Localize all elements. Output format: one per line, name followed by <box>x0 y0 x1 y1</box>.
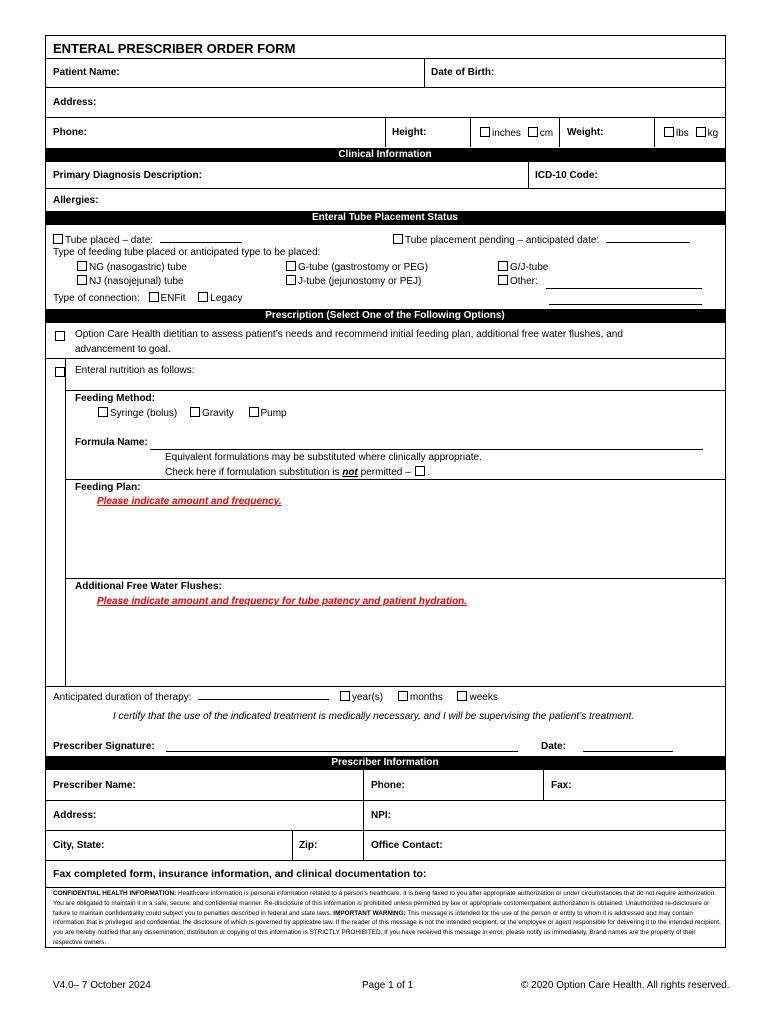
substitution-checkbox[interactable] <box>415 466 425 476</box>
tube-pending-date-field[interactable] <box>606 232 690 243</box>
duration-label: Anticipated duration of therapy: <box>53 692 192 703</box>
prescriber-address-field[interactable] <box>100 802 355 828</box>
signature-field[interactable] <box>166 751 518 752</box>
dob-label: Date of Birth: <box>431 67 495 78</box>
tube-placed-row <box>53 232 242 246</box>
syringe-label: Syringe (bolus) <box>110 408 178 419</box>
signature-date-label: Date: <box>541 741 567 752</box>
substitution-row: Check here if formulation substitution is not permitted – . <box>165 467 431 478</box>
legacy-checkbox[interactable] <box>198 292 208 302</box>
cm-label: cm <box>539 128 554 139</box>
nj-label: NJ (nasojejunal) tube <box>89 276 184 287</box>
substitution-suffix: permitted – <box>360 467 411 478</box>
height-label: Height: <box>392 127 427 138</box>
weight-label: Weight: <box>567 127 604 138</box>
patient-address-field[interactable] <box>100 89 720 115</box>
water-flush-label: Additional Free Water Flushes: <box>75 581 222 592</box>
cm-checkbox[interactable] <box>528 127 538 137</box>
tube-pending-label: Tube placement pending – anticipated date: <box>405 235 600 246</box>
tube-type-question: Type of feeding tube placed or anticipated type to be placed: <box>53 247 321 258</box>
dob-field[interactable] <box>500 60 720 86</box>
fax-instruction: Fax completed form, insurance information, and clinical documentation to: <box>53 868 427 880</box>
feeding-plan-field[interactable] <box>75 510 715 574</box>
clinical-header: Clinical Information <box>45 148 725 162</box>
npi-label: NPI: <box>371 810 391 821</box>
icd-label: ICD-10 Code: <box>535 170 598 181</box>
j-tube-checkbox[interactable] <box>286 275 296 285</box>
height-field[interactable] <box>432 119 468 145</box>
allergies-label: Allergies: <box>53 195 99 206</box>
city-state-label: City, State: <box>53 840 105 851</box>
patient-name-label: Patient Name: <box>53 67 120 78</box>
prescriber-phone-label: Phone: <box>371 780 405 791</box>
tube-placed-date-field[interactable] <box>160 232 242 243</box>
prescriber-address-label: Address: <box>53 810 97 821</box>
height-units <box>480 127 553 139</box>
patient-phone-label: Phone: <box>53 127 87 138</box>
other-field-1[interactable] <box>546 288 702 289</box>
connection-row <box>53 292 243 304</box>
diagnosis-field[interactable] <box>200 163 525 187</box>
feeding-method-label: Feeding Method: <box>75 393 155 404</box>
kg-label: kg <box>707 128 719 139</box>
feeding-method-options <box>98 407 287 419</box>
nj-checkbox[interactable] <box>77 275 87 285</box>
water-flush-note: Please indicate amount and frequency for tube patency and patient hydration. <box>97 596 468 607</box>
g-tube-checkbox[interactable] <box>286 261 296 271</box>
zip-field[interactable] <box>322 832 358 858</box>
weeks-label: weeks <box>469 692 498 703</box>
pump-label: Pump <box>260 408 287 419</box>
diagnosis-label: Primary Diagnosis Description: <box>53 170 202 181</box>
g-tube-option <box>286 261 428 273</box>
nj-option <box>77 275 184 287</box>
kg-checkbox[interactable] <box>696 127 706 137</box>
prescriber-header: Prescriber Information <box>45 756 725 770</box>
enfit-label: ENFit <box>160 293 186 304</box>
lbs-label: lbs <box>676 128 689 139</box>
icd-field[interactable] <box>600 163 720 187</box>
feeding-plan-note: Please indicate amount and frequency. <box>97 496 282 507</box>
confidential-body-1: Healthcare information is personal information related to a person’s healthcare. It is being faxed to you after appropriate authorization or under circumstances that do not require authorization. You are obligated to maintain it in a safe, secure, and confidential manner. Re-disclosure of this information is prohibited unless permitted by law or appropriate customer/patient authorization is obtained. Unauthorized re-disclosure or failure to maintain confidentiality could subject you to penalties described in federal and state laws. <box>53 890 717 917</box>
other-label: Other: <box>510 276 538 287</box>
weeks-checkbox[interactable] <box>457 691 467 701</box>
allergies-field[interactable] <box>100 190 720 210</box>
years-label: year(s) <box>352 692 384 703</box>
other-option <box>498 275 538 287</box>
inches-checkbox[interactable] <box>480 127 490 137</box>
office-contact-field[interactable] <box>448 832 720 858</box>
option1-text-line1: Option Care Health dietitian to assess patient’s needs and recommend initial feeding plan, additional free water flushes, and <box>75 329 623 340</box>
prescriber-fax-field[interactable] <box>575 772 720 798</box>
months-label: months <box>409 692 443 703</box>
prescriber-name-label: Prescriber Name: <box>53 780 136 791</box>
j-tube-option <box>286 275 421 287</box>
form-title: ENTERAL PRESCRIBER ORDER FORM <box>53 41 296 56</box>
option2-checkbox[interactable] <box>55 367 65 377</box>
prescriber-phone-field[interactable] <box>410 772 540 798</box>
footer-copyright: © 2020 Option Care Health. All rights reserved. <box>521 980 730 991</box>
weight-field[interactable] <box>607 119 652 145</box>
signature-date-field[interactable] <box>583 751 673 752</box>
prescriber-fax-label: Fax: <box>551 780 572 791</box>
footer-page: Page 1 of 1 <box>362 980 414 991</box>
feeding-plan-label: Feeding Plan: <box>75 482 141 493</box>
formula-name-label: Formula Name: <box>75 437 148 448</box>
months-checkbox[interactable] <box>398 691 408 701</box>
legacy-label: Legacy <box>210 293 243 304</box>
option1-text-line2: advancement to goal. <box>75 344 171 355</box>
city-state-field[interactable] <box>115 832 287 858</box>
duration-row <box>53 689 498 703</box>
syringe-checkbox[interactable] <box>98 407 108 417</box>
ng-checkbox[interactable] <box>77 261 87 271</box>
certify-statement: I certify that the use of the indicated treatment is medically necessary, and I will be supervising the patient’s treatment. <box>113 711 635 722</box>
patient-phone-field[interactable] <box>95 119 380 145</box>
tube-placed-label: Tube placed – date: <box>65 235 154 246</box>
zip-label: Zip: <box>299 840 318 851</box>
ng-label: NG (nasogastric) tube <box>89 262 187 273</box>
enfit-checkbox[interactable] <box>149 292 159 302</box>
gj-tube-checkbox[interactable] <box>498 261 508 271</box>
gravity-checkbox[interactable] <box>190 407 200 417</box>
water-flush-field[interactable] <box>75 610 715 680</box>
gravity-label: Gravity <box>202 408 234 419</box>
other-checkbox[interactable] <box>498 275 508 285</box>
footer-version: V4.0– 7 October 2024 <box>53 980 151 991</box>
confidential-heading: CONFIDENTIAL HEALTH INFORMATION: <box>53 890 177 897</box>
tube-pending-row <box>393 232 690 246</box>
tube-header: Enteral Tube Placement Status <box>45 211 725 225</box>
pump-checkbox[interactable] <box>249 407 259 417</box>
npi-field[interactable] <box>400 802 720 828</box>
weight-units <box>664 127 718 139</box>
office-contact-label: Office Contact: <box>371 840 443 851</box>
formula-name-field[interactable] <box>150 449 703 450</box>
years-checkbox[interactable] <box>340 691 350 701</box>
patient-name-field[interactable] <box>120 60 420 86</box>
inches-label: inches <box>492 128 521 139</box>
patient-address-label: Address: <box>53 97 97 108</box>
warning-heading: IMPORTANT WARNING: <box>333 909 406 917</box>
other-field-2[interactable] <box>549 304 702 305</box>
prescriber-name-field[interactable] <box>140 772 355 798</box>
j-tube-label: J-tube (jejunostomy or PEJ) <box>298 276 422 287</box>
tube-pending-checkbox[interactable] <box>393 234 403 244</box>
lbs-checkbox[interactable] <box>664 127 674 137</box>
confidential-notice <box>53 889 721 948</box>
gj-tube-label: G/J-tube <box>510 262 549 273</box>
g-tube-label: G-tube (gastrostomy or PEG) <box>298 262 429 273</box>
option1-checkbox[interactable] <box>55 331 65 341</box>
confidential-body-2: This message is intended for the use of the person or entity to whom it is addressed and may contain information that is privileged and confidential, the disclosure of which is governed by applicable law. If the reader of this message is not the intended recipient, or the employee or agent responsible for delivering it to the intended recipient, you are hereby notified that any dissemination, distribution or copying of this information is STRICTLY PROHIBITED. If you have received this message in error, please notify us immediately. Brand names are the property of their respective owners. <box>53 909 721 946</box>
duration-field[interactable] <box>198 689 329 700</box>
substitution-not: not <box>342 467 358 478</box>
tube-placed-checkbox[interactable] <box>53 234 63 244</box>
prescription-header: Prescription (Select One of the Following Options) <box>45 309 725 323</box>
signature-label: Prescriber Signature: <box>53 741 155 752</box>
equivalent-note: Equivalent formulations may be substituted where clinically appropriate. <box>165 452 482 463</box>
substitution-prefix: Check here if formulation substitution is <box>165 467 340 478</box>
option2-text: Enteral nutrition as follows: <box>75 365 195 376</box>
gj-tube-option <box>498 261 548 273</box>
connection-label: Type of connection: <box>53 293 140 304</box>
ng-option <box>77 261 187 273</box>
